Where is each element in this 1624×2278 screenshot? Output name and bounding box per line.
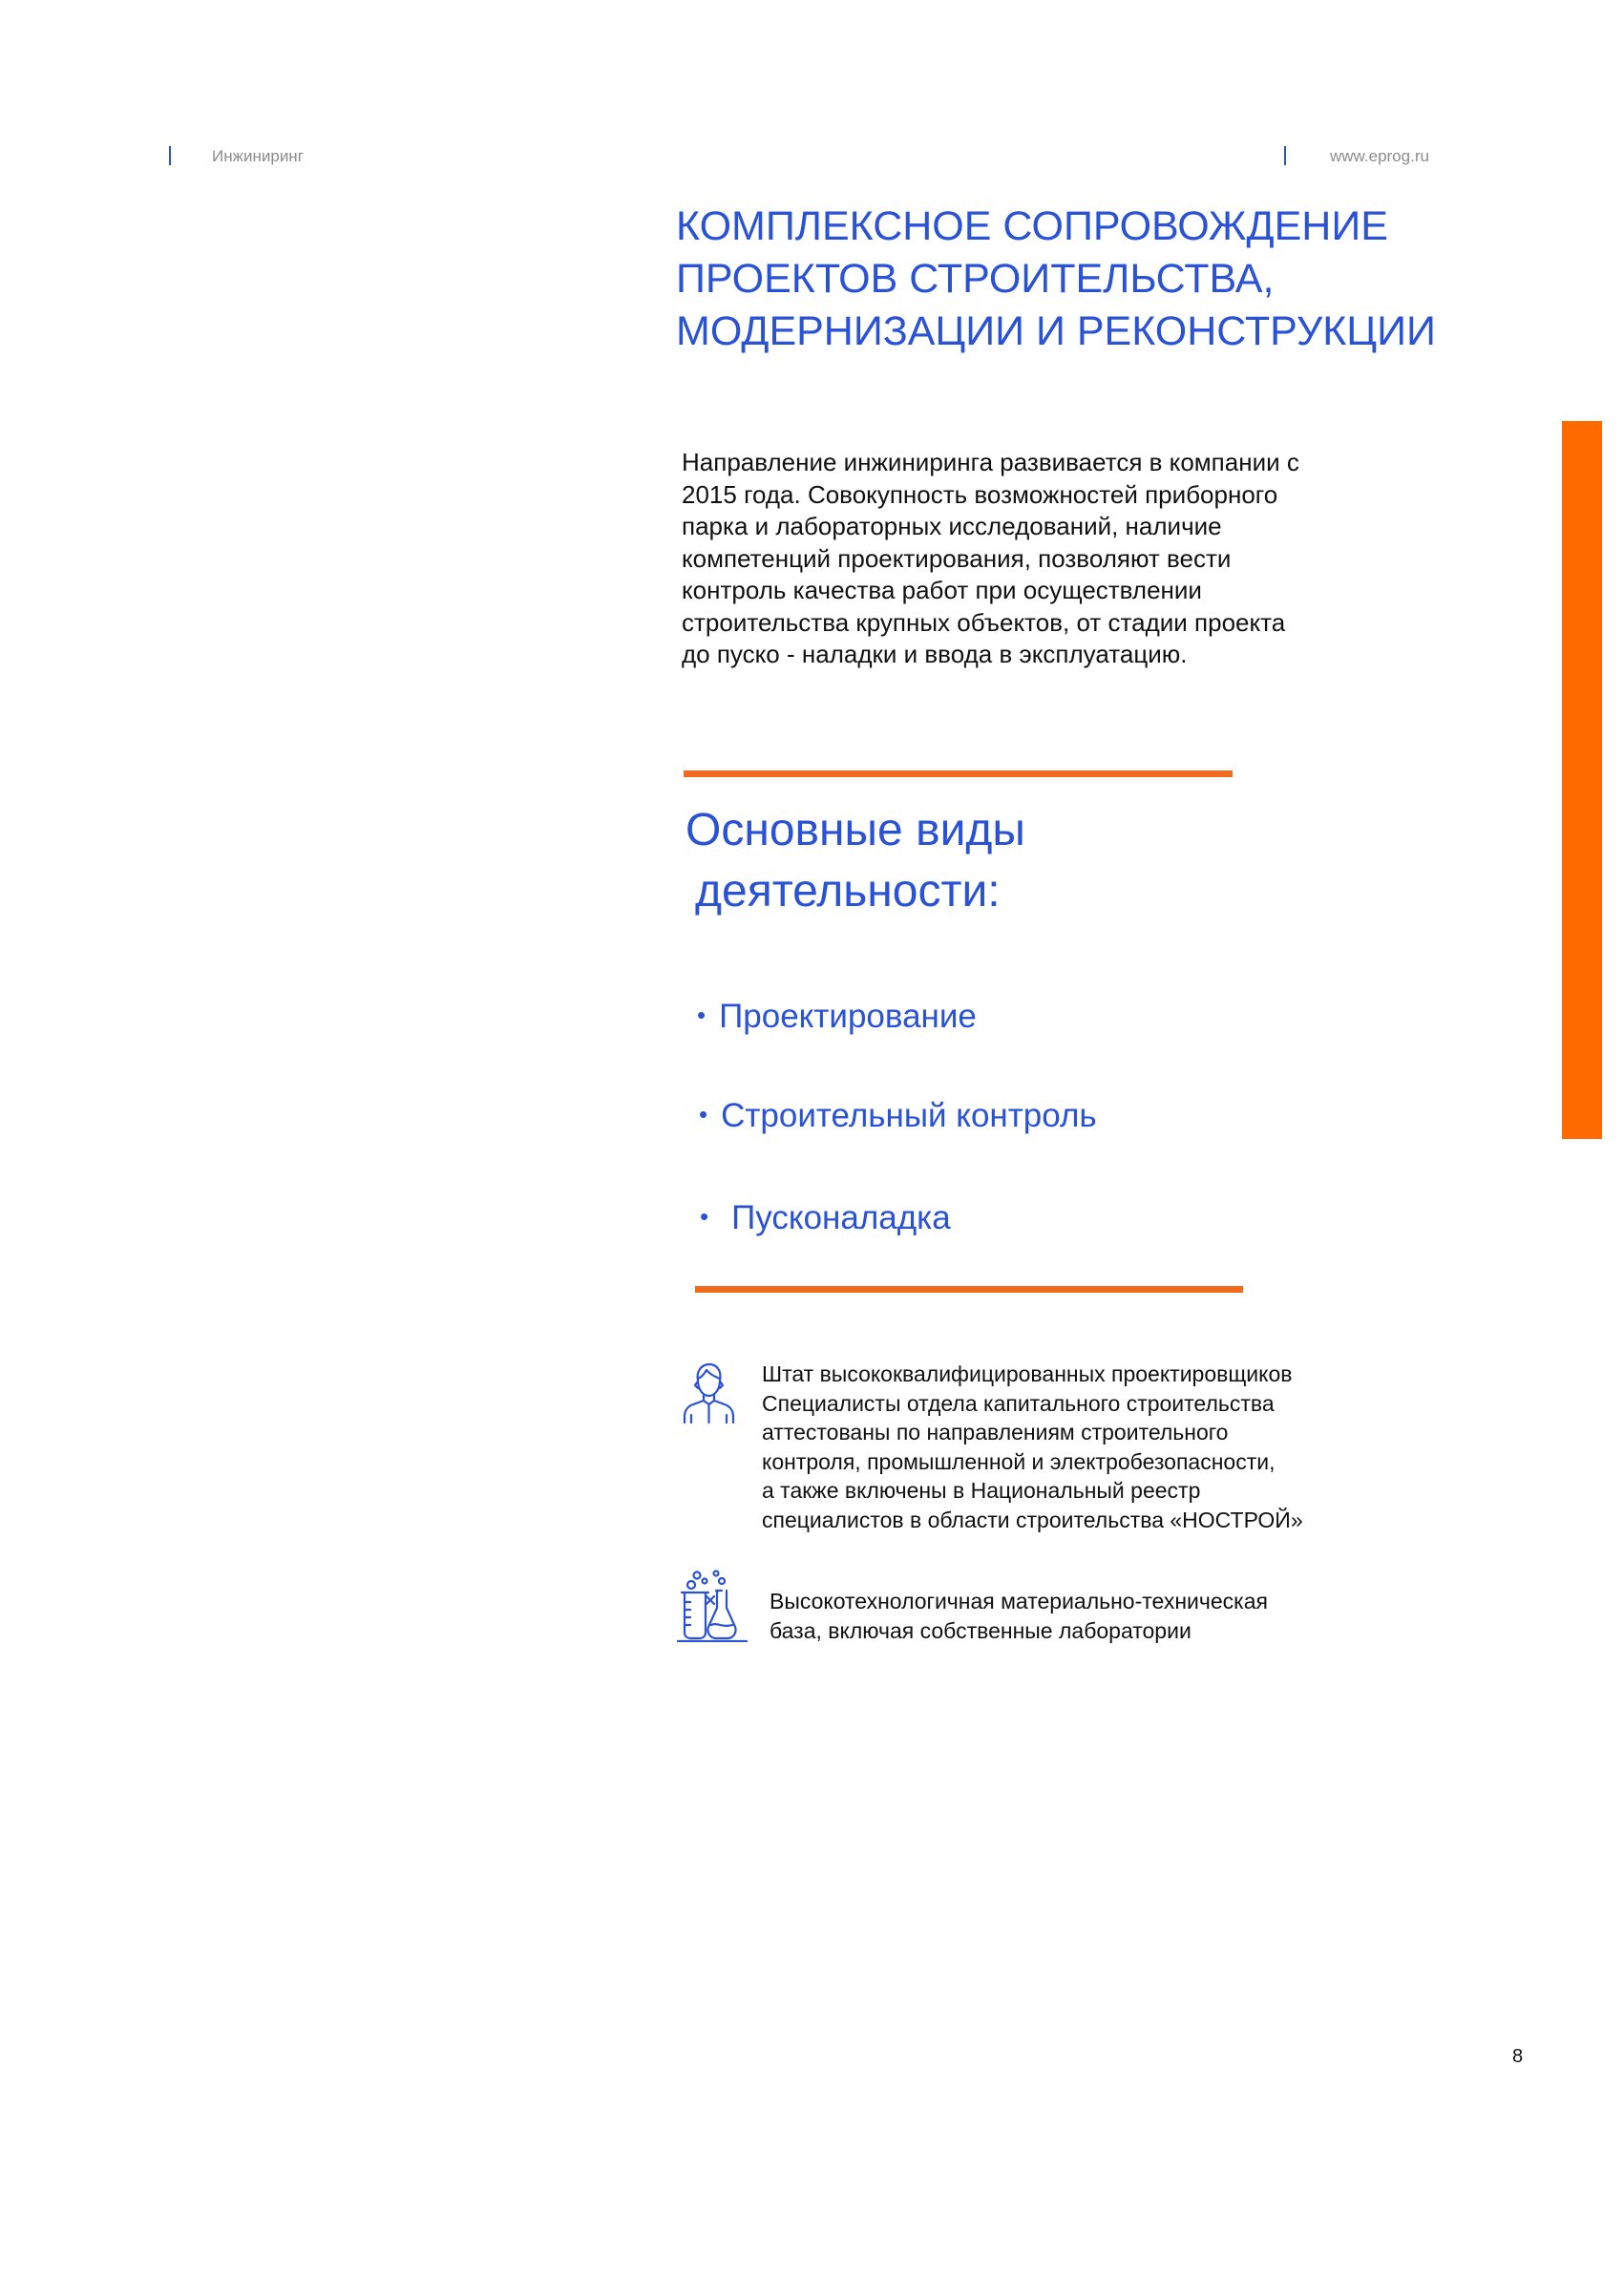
intro-line: контроль качества работ при осуществлении: [682, 576, 1202, 604]
activity-item: [700, 1199, 951, 1237]
accent-side-bar: [1562, 421, 1602, 1139]
header-section-label: Инжиниринг: [212, 147, 304, 165]
section-divider-top: [684, 770, 1233, 777]
activity-item: [699, 1097, 1097, 1135]
header-right-marker: [1284, 146, 1286, 165]
page-title: [676, 200, 1436, 358]
intro-paragraph: [682, 447, 1407, 671]
intro-line: Направление инжиниринга развивается в компании с: [682, 448, 1299, 476]
bullet-icon: •: [697, 1001, 707, 1029]
feature-line: Высокотехнологичная материально-техническая: [770, 1589, 1268, 1614]
header-left-marker: [169, 146, 171, 165]
feature-line: контроля, промышленной и электробезопасности,: [762, 1448, 1276, 1474]
activities-heading-line: деятельности:: [695, 866, 1001, 917]
page-title-line: КОМПЛЕКСНОЕ СОПРОВОЖДЕНИЕ: [676, 203, 1388, 249]
activity-label: Строительный контроль: [721, 1097, 1097, 1134]
intro-line: компетенций проектирования, позволяют вести: [682, 543, 1232, 573]
section-divider-bottom: [695, 1286, 1243, 1293]
bullet-icon: •: [700, 1202, 709, 1231]
header-website[interactable]: www.eprog.ru: [1330, 147, 1429, 165]
activity-label: Проектирование: [719, 998, 977, 1035]
activity-item: [697, 998, 977, 1036]
feature-line: а также включены в Национальный реестр: [762, 1478, 1201, 1503]
bullet-icon: •: [699, 1100, 708, 1128]
feature-line: аттестованы по направлениям строительного: [762, 1420, 1229, 1445]
page-number: 8: [1512, 2046, 1524, 2067]
intro-line: до пуско - наладки и ввода в эксплуатацию.: [682, 640, 1188, 668]
feature-line: специалистов в области строительства «НОСТРОЙ»: [762, 1507, 1303, 1532]
laboratory-flask-icon: [676, 1570, 749, 1642]
feature-line: Специалисты отдела капитального строительства: [762, 1390, 1275, 1416]
engineer-icon: [680, 1360, 737, 1424]
intro-line: 2015 года. Совокупность возможностей приборного: [682, 479, 1278, 509]
activities-heading: [685, 800, 1025, 922]
activity-label: Пусконаладка: [731, 1199, 951, 1236]
feature-staff-text: [762, 1360, 1303, 1534]
intro-line: строительства крупных объектов, от стадии проекта: [682, 607, 1286, 637]
feature-line: база, включая собственные лаборатории: [770, 1617, 1192, 1643]
page-title-line: ПРОЕКТОВ СТРОИТЕЛЬСТВА,: [676, 256, 1275, 302]
activities-heading-line: Основные виды: [685, 805, 1025, 855]
intro-line: парка и лабораторных исследований, наличие: [682, 512, 1222, 540]
feature-lab-text: [770, 1587, 1268, 1645]
page-title-line: МОДЕРНИЗАЦИИ И РЕКОНСТРУКЦИИ: [676, 308, 1436, 354]
feature-line: Штат высококвалифицированных проектировщиков: [762, 1361, 1293, 1386]
